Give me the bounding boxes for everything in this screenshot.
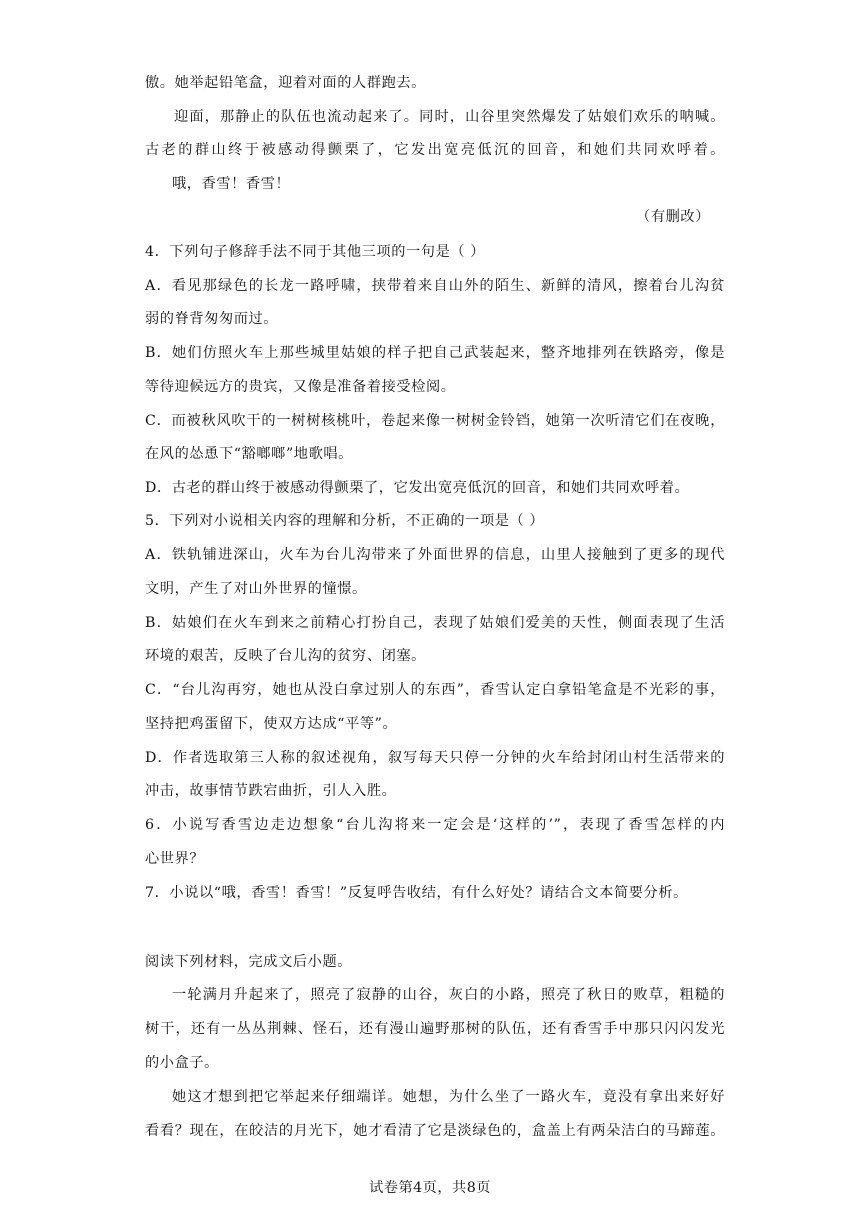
passage-line: 一轮满月升起来了，照亮了寂静的山谷，灰白的小路，照亮了秋日的败草，粗糙的 bbox=[172, 987, 725, 1003]
edit-note: （有删改） bbox=[636, 209, 710, 225]
option-d-cont: 冲击，故事情节跌宕曲折，引人入胜。 bbox=[145, 783, 397, 799]
option-a-cont: 文明，产生了对山外世界的憧憬。 bbox=[145, 581, 367, 597]
question-4-stem: 4．下列句子修辞手法不同于其他三项的一句是（ ） bbox=[145, 244, 486, 260]
story-line: 古老的群山终于被感动得颤栗了，它发出宽亮低沉的回音，和她们共同欢呼着。 bbox=[145, 142, 725, 158]
option-a: A．铁轨铺进深山，火车为台儿沟带来了外面世界的信息，山里人接触到了更多的现代 bbox=[145, 547, 725, 563]
page-footer: 试卷第4页，共8页 bbox=[369, 1180, 491, 1196]
story-line: 哦，香雪！香雪！ bbox=[172, 176, 291, 192]
option-b-cont: 等待迎候远方的贵宾，又像是准备着接受检阅。 bbox=[145, 379, 456, 395]
question-7: 7．小说以“哦，香雪！香雪！”反复呼告收结，有什么好处？请结合文本简要分析。 bbox=[145, 885, 688, 901]
option-c: C．而被秋风吹干的一树树核桃叶，卷起来像一树树金铃铛，她第一次听清它们在夜晚， bbox=[145, 413, 725, 429]
passage-line: 树干，还有一丛丛荆棘、怪石，还有漫山遍野那树的队伍，还有香雪手中那只闪闪发光 bbox=[145, 1021, 725, 1037]
story-line: 迎面，那静止的队伍也流动起来了。同时，山谷里突然爆发了姑娘们欢乐的呐喊。 bbox=[174, 109, 725, 125]
question-6-cont: 心世界？ bbox=[145, 851, 205, 867]
passage-line: 她这才想到把它举起来仔细端详。她想，为什么坐了一路火车，竟没有拿出来好好 bbox=[172, 1089, 725, 1105]
option-b: B．姑娘们在火车到来之前精心打扮自己，表现了姑娘们爱美的天性，侧面表现了生活 bbox=[145, 615, 725, 631]
option-c-cont: 坚持把鸡蛋留下，使双方达成“平等”。 bbox=[145, 716, 398, 732]
option-a: A．看见那绿色的长龙一路呼啸，挟带着来自山外的陌生、新鲜的清风，擦着台儿沟贫 bbox=[145, 278, 725, 294]
option-b: B．她们仿照火车上那些城里姑娘的样子把自己武装起来，整齐地排列在铁路旁，像是 bbox=[145, 345, 725, 361]
option-b-cont: 环境的艰苦，反映了台儿沟的贫穷、闭塞。 bbox=[145, 648, 426, 664]
question-5-stem: 5．下列对小说相关内容的理解和分析，不正确的一项是（ ） bbox=[145, 513, 545, 529]
passage-line: 的小盒子。 bbox=[145, 1055, 219, 1071]
story-line: 傲。她举起铅笔盒，迎着对面的人群跑去。 bbox=[145, 75, 426, 91]
option-d: D．作者选取第三人称的叙述视角，叙写每天只停一分钟的火车给封闭山村生活带来的 bbox=[145, 750, 725, 766]
option-a-cont: 弱的脊背匆匆而过。 bbox=[145, 311, 279, 327]
option-d: D．古老的群山终于被感动得颤栗了，它发出宽亮低沉的回音，和她们共同欢呼着。 bbox=[145, 480, 690, 496]
option-c: C．“台儿沟再穷，她也从没白拿过别人的东西”，香雪认定白拿铅笔盒是不光彩的事， bbox=[145, 682, 725, 698]
option-c-cont: 在风的怂恿下“豁啷啷”地歌唱。 bbox=[145, 446, 353, 462]
reading-intro: 阅读下列材料，完成文后小题。 bbox=[145, 954, 353, 970]
passage-line: 看看？现在，在皎洁的月光下，她才看清了它是淡绿色的，盒盖上有两朵洁白的马蹄莲。 bbox=[145, 1123, 725, 1139]
question-6: 6．小说写香雪边走边想象“台儿沟将来一定会是‘这样的’”，表现了香雪怎样的内 bbox=[145, 817, 725, 833]
